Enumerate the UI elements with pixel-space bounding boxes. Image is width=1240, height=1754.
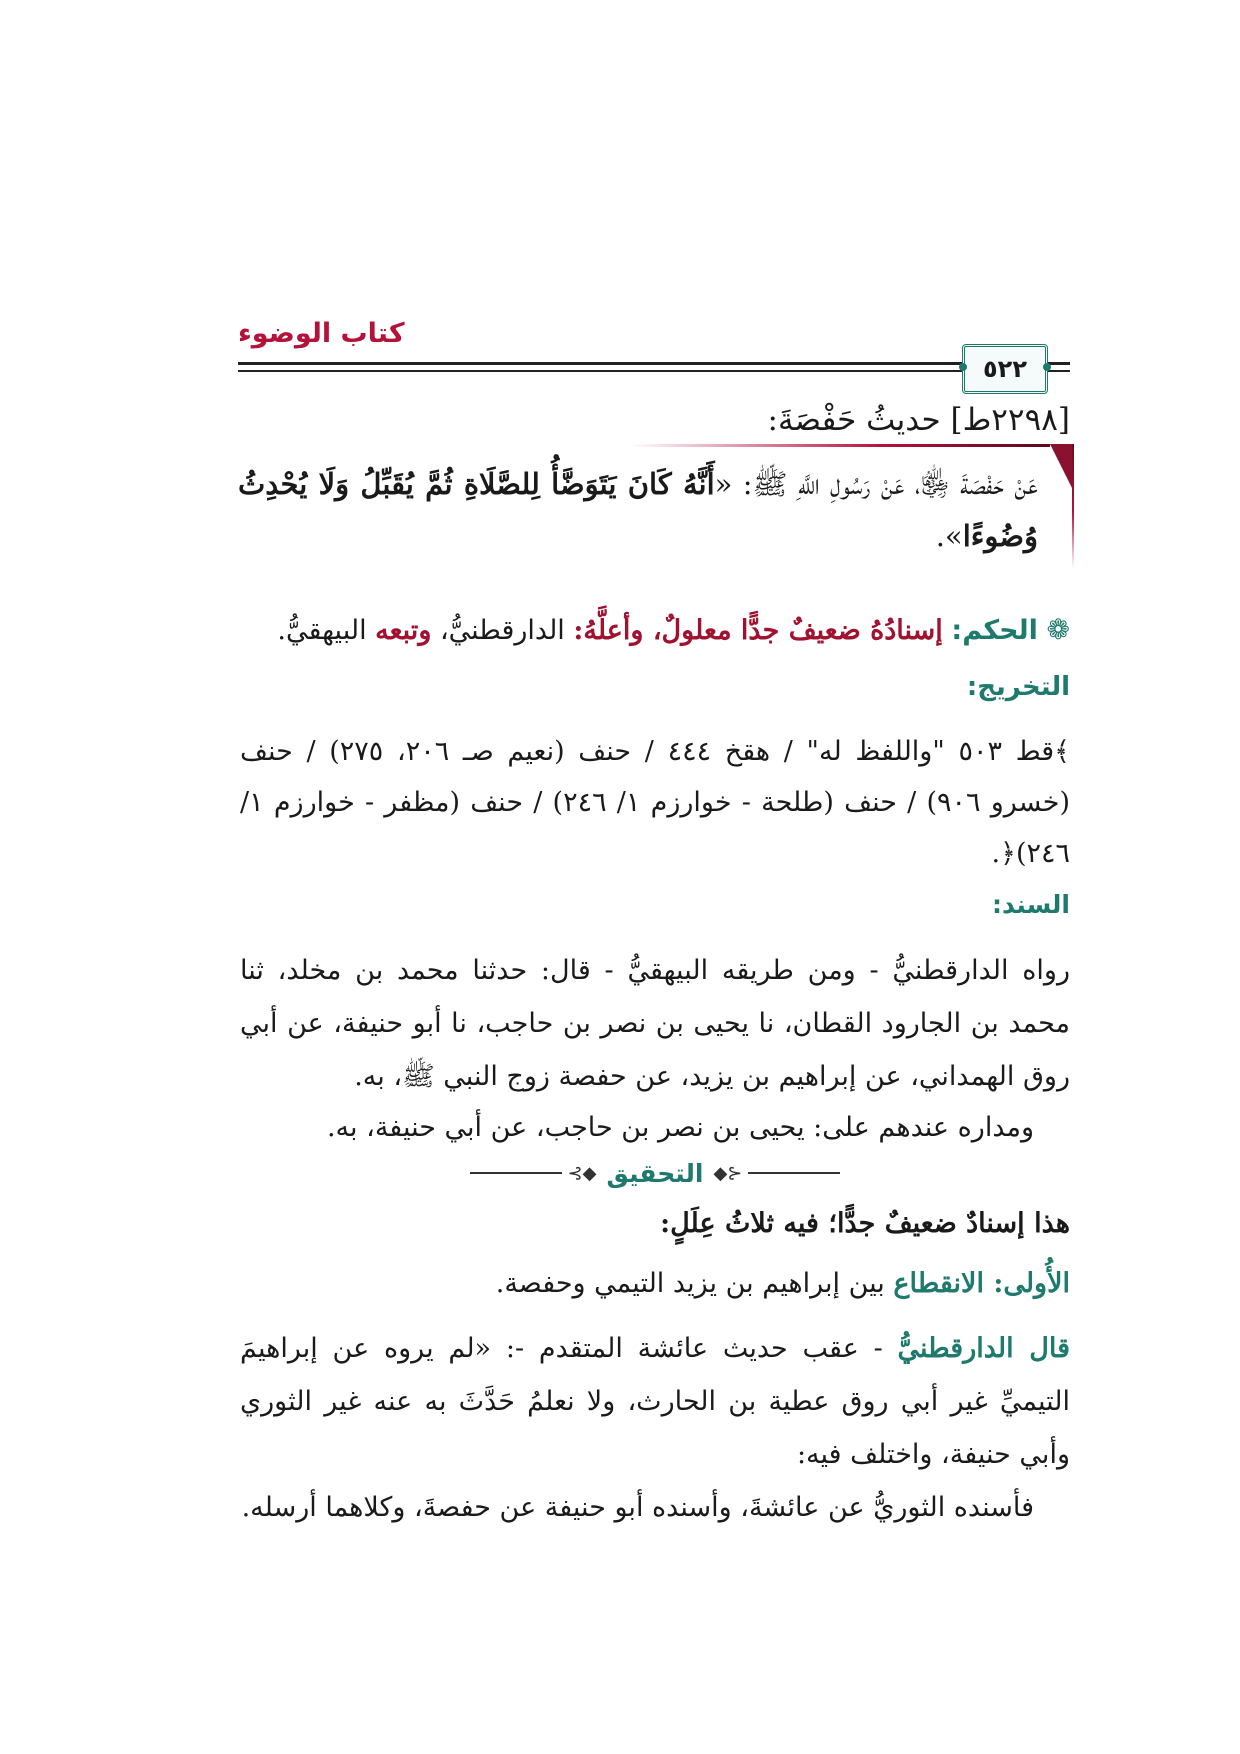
madar-text: ومداره عندهم على: يحيى بن نصر بن حاجب، عن أبي حنيفة، به.: [326, 1112, 1034, 1143]
first-defect-text: بين إبراهيم بن يزيد التيمي وحفصة.: [495, 1268, 894, 1299]
page-number-badge: [962, 344, 1048, 394]
ruling-follower: البيهقيُّ.: [277, 615, 376, 646]
frame-corner-ornament: [1050, 444, 1074, 492]
ruling-critic: الدارقطنيُّ،: [431, 615, 574, 646]
last-line-text: فأسنده الثوريُّ عن عائشةَ، وأسنده أبو حنيفة عن حفصةَ، وكلاهما أرسله.: [241, 1492, 1034, 1523]
sanad-heading: السند:: [991, 890, 1070, 919]
divider-line: [470, 1172, 562, 1174]
hadith-text: [238, 458, 1038, 562]
header-rule: [238, 362, 1023, 365]
first-defect-label: الأُولى: الانقطاع: [893, 1268, 1070, 1299]
divider-ornament-icon: ⊰◆: [713, 1162, 743, 1184]
takhrij-text: ﴾قط ٥٠٣ "واللفظ له" / هقخ ٤٤٤ / حنف (نعيم صـ ٢٠٦، ٢٧٥) / حنف (خسرو ٩٠٦) / حنف (طلحة - خوارزم ١/ ٢٤٦) / حنف (مظفر - خوارزم ١/ ٢٤٦)﴿.: [240, 736, 1071, 869]
tahqiq-heading: التحقيق: [606, 1158, 704, 1188]
ruling-followed-label: وتبعه: [375, 615, 432, 646]
divider-line: [748, 1172, 840, 1174]
madar-line: [240, 1106, 1070, 1150]
divider-ornament-icon: ◆⊱: [567, 1162, 597, 1184]
ruling-label: الحكم:: [951, 615, 1038, 646]
sanad-text: رواه الدارقطنيُّ - ومن طريقه البيهقيُّ - قال: حدثنا محمد بن مخلد، ثنا محمد بن الجارود القطان، نا يحيى بن نصر بن حاجب، نا أبو حنيفة، عن أبي روق الهمداني، عن إبراهيم بن يزيد، عن حفصة زوج النبي ﷺ، به.: [240, 955, 1070, 1092]
takhrij-heading: التخريج:: [966, 672, 1070, 702]
daraqutni-quote: [240, 1322, 1070, 1481]
first-defect: [240, 1262, 1070, 1306]
running-head-title: كتاب الوضوء: [238, 318, 405, 349]
tahqiq-divider: [470, 1158, 840, 1188]
frame-top-line: [630, 444, 1050, 447]
header-rule-thin: [238, 370, 1023, 372]
page-number: ٥٢٢: [983, 355, 1027, 383]
flower-ornament-icon: ❁: [1046, 613, 1070, 646]
ruling-line: [240, 608, 1070, 653]
frame-side-line: [1072, 444, 1074, 568]
quote-label: قال الدارقطنيُّ: [897, 1333, 1070, 1364]
quote-text: - عقب حديث عائشة المتقدم -: «لم يروه عن إبراهيمَ التيميِّ غير أبي روق عطية بن الحارث، ولا نعلمُ حَدَّثَ به عنه غير الثوري وأبي حنيفة، واختلف فيه:: [240, 1333, 1070, 1470]
hadith-title: [٢٢٩٨ط] حديثُ حَفْصَةَ:: [767, 402, 1070, 438]
hadith-matn: أَنَّهُ كَانَ يَتَوَضَّأُ لِلصَّلَاةِ ثُمَّ يُقَبِّلُ وَلَا يُحْدِثُ وُضُوءًا: [238, 467, 1038, 553]
tahqiq-lead: هذا إسنادٌ ضعيفٌ جدًّا؛ فيه ثلاثُ عِلَلٍ:: [660, 1208, 1070, 1239]
hadith-frame: [240, 444, 1050, 574]
last-line: [240, 1486, 1070, 1530]
hadith-intro: عَنْ حَفْصَةَ ﵂، عَنْ رَسُولِ اللَّهِ ﷺ: «: [714, 467, 1038, 501]
hadith-end: ».: [935, 519, 963, 553]
ruling-verdict: إسنادُهُ ضعيفٌ جدًّا معلولٌ، وأعلَّهُ:: [573, 615, 943, 646]
header-rule-short-thin: [1046, 370, 1070, 372]
